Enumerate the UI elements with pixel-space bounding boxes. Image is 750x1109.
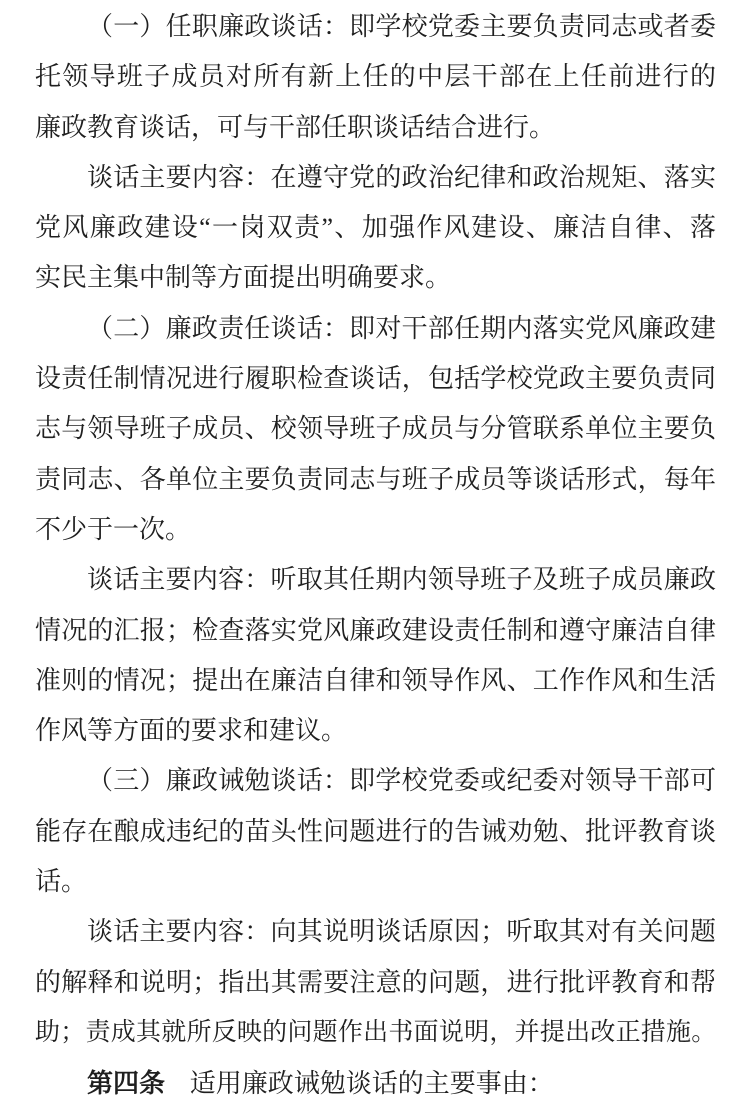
text-line	[35, 1058, 716, 1108]
text-line: 的解释和说明；指出其需要注意的问题，进行批评教育和帮	[35, 967, 716, 997]
text-line: 谈话主要内容：在遵守党的政治纪律和政治规矩、落实	[87, 162, 716, 192]
text-line: 不少于一次。	[35, 514, 192, 544]
text-line: 情况的汇报；检查落实党风廉政建设责任制和遵守廉洁自律	[35, 615, 716, 645]
text-line: 党风廉政建设“一岗双责”、加强作风建设、廉洁自律、落	[35, 213, 716, 243]
text-line: （一）任职廉政谈话：即学校党委主要负责同志或者委	[87, 12, 716, 41]
text-line: 助；责成其就所反映的问题作出书面说明，并提出改正措施。	[35, 1018, 716, 1046]
text-line: 志与领导班子成员、校领导班子成员与分管联系单位主要负	[35, 414, 716, 444]
text-line: 能存在酿成违纪的苗头性问题进行的告诫劝勉、批评教育谈	[35, 816, 716, 846]
article-number: 第四条	[87, 1068, 166, 1099]
text-line: 话。	[35, 867, 88, 897]
text-line: （二）廉政责任谈话：即对干部任期内落实党风廉政建	[87, 313, 716, 343]
text-line: 廉政教育谈话，可与干部任职谈话结合进行。	[35, 112, 556, 142]
text-line: 准则的情况；提出在廉洁自律和领导作风、工作作风和生活	[35, 665, 716, 695]
text-line: 实民主集中制等方面提出明确要求。	[35, 263, 452, 293]
text-line: 谈话主要内容：听取其任期内领导班子及班子成员廉政	[87, 565, 716, 595]
text-line: 作风等方面的要求和建议。	[35, 716, 348, 746]
text-line: 谈话主要内容：向其说明谈话原因；听取其对有关问题	[87, 917, 716, 947]
text-line: 责同志、各单位主要负责同志与班子成员等谈话形式，每年	[35, 464, 716, 494]
article-text: 适用廉政诫勉谈话的主要事由：	[189, 1069, 554, 1099]
text-line: 设责任制情况进行履职检查谈话，包括学校党政主要负责同	[35, 364, 716, 394]
text-line: 托领导班子成员对所有新上任的中层干部在上任前进行的	[35, 62, 716, 92]
text-line: （三）廉政诫勉谈话：即学校党委或纪委对领导干部可	[87, 766, 716, 796]
